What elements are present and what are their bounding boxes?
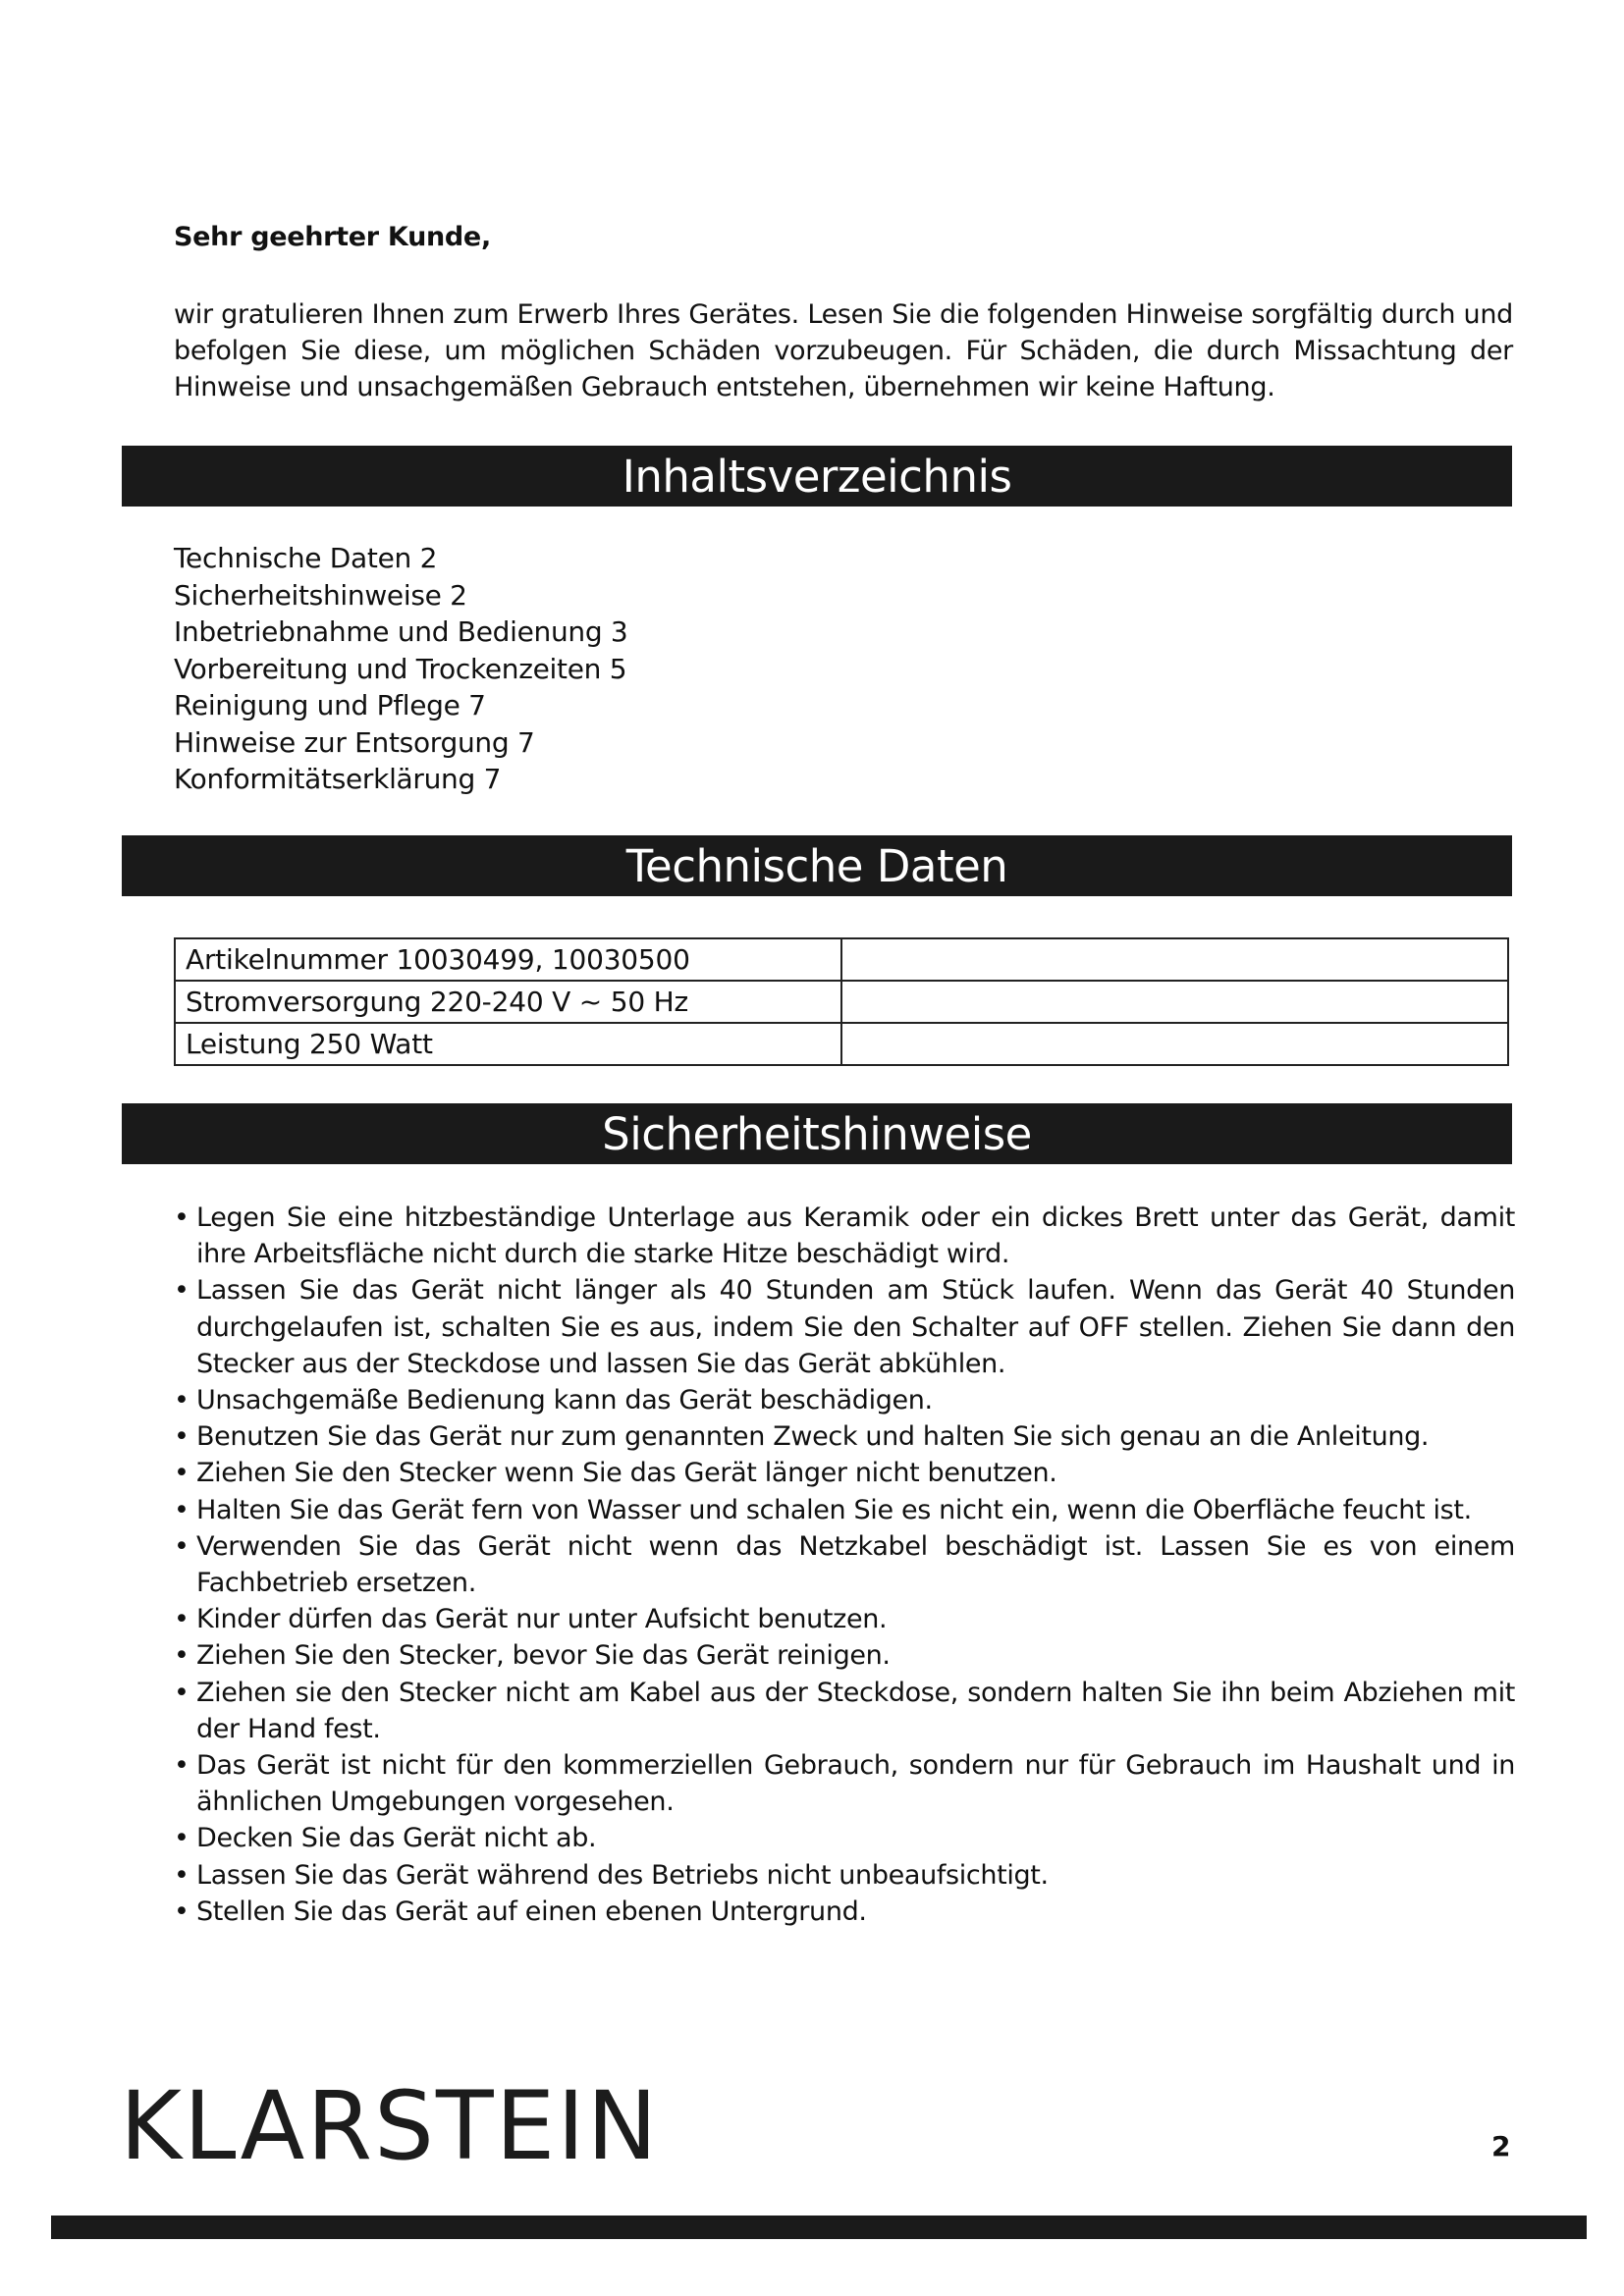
list-item: • Ziehen sie den Stecker nicht am Kabel aus der Steckdose, sondern halten Sie ihn beim Abziehen mit der Hand fest. — [174, 1675, 1515, 1747]
footer-rule — [51, 2216, 1587, 2239]
spec-label: Artikelnummer 10030499, 10030500 — [175, 938, 841, 981]
section-header-toc: Inhaltsverzeichnis — [122, 446, 1512, 507]
list-item: • Das Gerät ist nicht für den kommerziellen Gebrauch, sondern nur für Gebrauch im Haushalt und in ähnlichen Umgebungen vorgesehen. — [174, 1747, 1515, 1820]
toc-item[interactable]: Technische Daten 2 — [174, 542, 438, 574]
list-item: • Decken Sie das Gerät nicht ab. — [174, 1820, 1515, 1856]
greeting: Sehr geehrter Kunde, — [174, 222, 491, 252]
toc-item[interactable]: Sicherheitshinweise 2 — [174, 578, 467, 612]
table-of-contents — [174, 540, 627, 798]
table-row — [175, 981, 1508, 1023]
safety-list — [174, 1200, 1515, 1930]
toc-item[interactable]: Konformitätserklärung 7 — [174, 763, 502, 795]
list-item: • Ziehen Sie den Stecker wenn Sie das Gerät länger nicht benutzen. — [174, 1455, 1515, 1491]
toc-item[interactable]: Hinweise zur Entsorgung 7 — [174, 725, 535, 759]
intro-paragraph: wir gratulieren Ihnen zum Erwerb Ihres Gerätes. Lesen Sie die folgenden Hinweise sorgfältig durch und befolgen Sie diese, um möglichen Schäden vorzubeugen. Für Schäden, die durch Missachtung der Hinweise und unsachgemäßen Gebrauch entstehen, übernehmen wir keine Haftung. — [174, 299, 1513, 402]
list-item: • Lassen Sie das Gerät nicht länger als 40 Stunden am Stück laufen. Wenn das Gerät 40 Stunden durchgelaufen ist, schalten Sie es aus, indem Sie den Schalter auf OFF stellen. Ziehen Sie dann den Stecker aus der Steckdose und lassen Sie das Gerät abkühlen. — [174, 1272, 1515, 1382]
list-item: • Legen Sie eine hitzbeständige Unterlage aus Keramik oder ein dickes Brett unter das Gerät, damit ihre Arbeitsfläche nicht durch die starke Hitze beschädigt wird. — [174, 1200, 1515, 1272]
list-item: • Lassen Sie das Gerät während des Betriebs nicht unbeaufsichtigt. — [174, 1857, 1515, 1894]
spec-value — [841, 981, 1508, 1023]
specs-table — [174, 937, 1509, 1066]
table-row — [175, 1023, 1508, 1065]
section-header-safety: Sicherheitshinweise — [122, 1103, 1512, 1164]
list-item: • Kinder dürfen das Gerät nur unter Aufsicht benutzen. — [174, 1601, 1515, 1637]
spec-label: Stromversorgung 220-240 V ~ 50 Hz — [175, 981, 841, 1023]
list-item: • Ziehen Sie den Stecker, bevor Sie das Gerät reinigen. — [174, 1637, 1515, 1674]
toc-item[interactable]: Vorbereitung und Trockenzeiten 5 — [174, 652, 627, 685]
list-item: • Stellen Sie das Gerät auf einen ebenen Untergrund. — [174, 1894, 1515, 1930]
list-item: • Benutzen Sie das Gerät nur zum genannten Zweck und halten Sie sich genau an die Anleitung. — [174, 1418, 1515, 1455]
list-item: • Halten Sie das Gerät fern von Wasser und schalen Sie es nicht ein, wenn die Oberfläche feucht ist. — [174, 1492, 1515, 1528]
spec-value — [841, 938, 1508, 981]
table-row — [175, 938, 1508, 981]
section-header-tech: Technische Daten — [122, 835, 1512, 896]
brand-logo: KLARSTEIN — [120, 2071, 660, 2181]
page-number: 2 — [1491, 2130, 1511, 2163]
spec-value — [841, 1023, 1508, 1065]
list-item: • Unsachgemäße Bedienung kann das Gerät beschädigen. — [174, 1382, 1515, 1418]
toc-item[interactable]: Inbetriebnahme und Bedienung 3 — [174, 615, 628, 648]
list-item: • Verwenden Sie das Gerät nicht wenn das Netzkabel beschädigt ist. Lassen Sie es von einem Fachbetrieb ersetzen. — [174, 1528, 1515, 1601]
toc-item[interactable]: Reinigung und Pflege 7 — [174, 689, 486, 721]
spec-label: Leistung 250 Watt — [175, 1023, 841, 1065]
